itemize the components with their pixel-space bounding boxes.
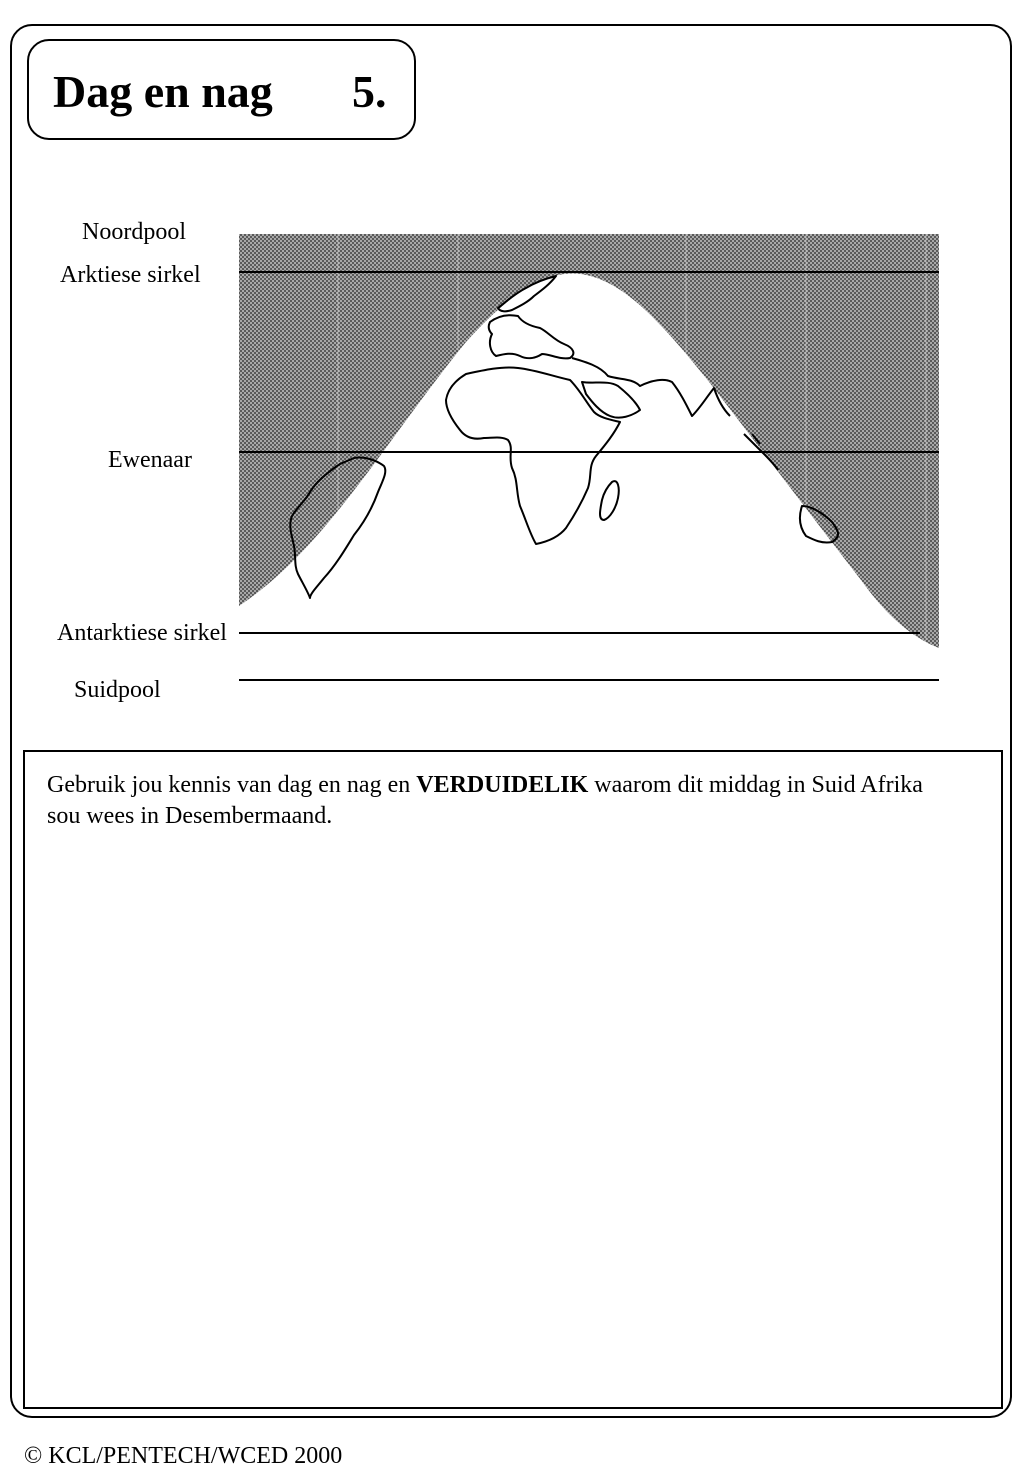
north-pole-label: Noordpool: [82, 219, 186, 245]
question-text-before: Gebruik jou kennis van dag en nag en: [47, 772, 417, 798]
arctic-circle-label: Arktiese sirkel: [60, 262, 201, 288]
question-text: [47, 770, 927, 832]
equator-label: Ewenaar: [108, 447, 192, 473]
antarctic-circle-label: Antarktiese sirkel: [57, 620, 227, 646]
copyright-footer: © KCL/PENTECH/WCED 2000: [24, 1443, 343, 1469]
day-night-world-map: [236, 230, 944, 686]
question-emphasis: VERDUIDELIK: [416, 772, 589, 798]
question-text-after: waarom dit middag in Suid Afrika sou wees in Desembermaand.: [47, 772, 923, 829]
exercise-number: 5.: [352, 66, 387, 117]
south-pole-label: Suidpool: [74, 677, 161, 703]
answer-box[interactable]: [23, 750, 1003, 1409]
page-title: Dag en nag: [53, 66, 273, 117]
